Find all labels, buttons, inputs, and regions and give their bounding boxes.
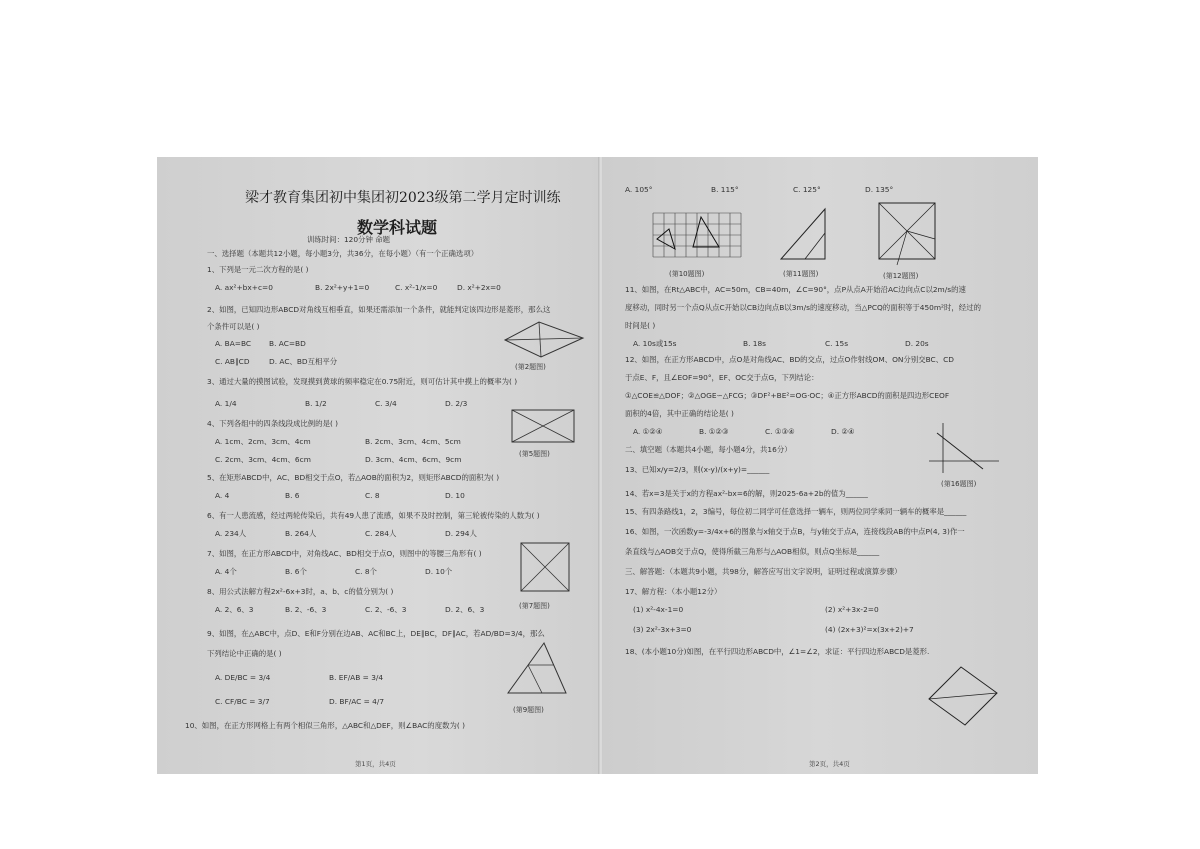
question-12-cont: ①△COE≌△DOF；②△OGE∽△FCG；③DF²+BE²=OG·OC；④正方形ABCD的面积是四边形CEOF (625, 391, 950, 400)
option: C. 8 (365, 491, 380, 500)
question-1: 1、下列是一元二次方程的是( ) (207, 265, 309, 274)
option: A. ax²+bx+c=0 (215, 283, 273, 292)
option: A. 10s或15s (633, 339, 677, 348)
line-graph-figure-q16 (923, 419, 1003, 477)
option: A. ①②④ (633, 427, 663, 436)
option: A. 234人 (215, 529, 247, 538)
square-figure-q7 (517, 539, 577, 597)
question-3: 3、通过大量的摸图试验，发现摸到黄球的频率稳定在0.75附近，则可估计其中摸上的概率为( ) (207, 377, 518, 386)
section-heading: 一、选择题（本题共12小题，每小题3分，共36分，在每小题）（有一个正确选项） (207, 249, 479, 258)
option: D. x²+2x=0 (457, 283, 501, 292)
option: C. 3/4 (375, 399, 397, 408)
option: D. 294人 (445, 529, 477, 538)
option: B. 2、-6、3 (285, 605, 327, 614)
right-triangle-figure-q11 (773, 203, 843, 265)
option: A. 105° (625, 185, 653, 194)
option: B. 6个 (285, 567, 307, 576)
option: B. 1/2 (305, 399, 327, 408)
option: C. 2cm、3cm、4cm、6cm (215, 455, 311, 464)
sub-question: (3) 2x²-3x+3=0 (633, 625, 692, 634)
sub-question: (2) x²+3x-2=0 (825, 605, 879, 614)
option: D. 10个 (425, 567, 453, 576)
exam-subtitle: 数学科试题 (357, 218, 438, 237)
option: B. AC=BD (269, 339, 306, 348)
option: B. 2cm、3cm、4cm、5cm (365, 437, 461, 446)
option: C. AB∥CD (215, 357, 250, 366)
question-12-cont: 于点E、F，且∠EOF=90°，EF、OC交于点G，下列结论： (625, 373, 819, 382)
question-18: 18、(本小题10分)如图，在平行四边形ABCD中，∠1=∠2，求证：平行四边形ABCD是菱形. (625, 647, 930, 656)
figure-caption: (第11题图) (783, 270, 819, 278)
sub-question: (4) (2x+3)²=x(3x+2)+7 (825, 625, 914, 634)
question-16: 16、如图，一次函数y=-3/4x+6的图象与x轴交于点B，与y轴交于点A，连接线段AB的中点P(4, 3)作一 (625, 527, 965, 536)
figure-caption: (第2题图) (515, 363, 546, 371)
rectangle-figure-q5 (509, 407, 579, 447)
question-4: 4、下列各组中的四条线段成比例的是( ) (207, 419, 339, 428)
question-8: 8、用公式法解方程2x²-6x+3时，a、b、c的值分别为( ) (207, 587, 394, 596)
option: C. 8个 (355, 567, 377, 576)
section-heading: 二、填空题（本题共4小题，每小题4分，共16分） (625, 445, 792, 454)
question-5: 5、在矩形ABCD中，AC、BD相交于点O，若△AOB的面积为2，则矩形ABCD的面积为( ) (207, 473, 500, 482)
question-12: 12、如图，在正方形ABCD中，点O是对角线AC、BD的交点，过点O作射线OM、ON分别交BC、CD (625, 355, 954, 364)
option: B. 6 (285, 491, 300, 500)
option: A. BA=BC (215, 339, 252, 348)
question-16-cont: 条直线与△AOB交于点Q，使得所截三角形与△AOB相似，则点Q坐标是______ (625, 547, 880, 556)
option: C. x²-1/x=0 (395, 283, 438, 292)
option: C. 284人 (365, 529, 397, 538)
section-heading: 三、解答题：（本题共9小题，共98分，解答应写出文字说明，证明过程或演算步骤） (625, 567, 902, 576)
figure-caption: (第5题图) (519, 450, 550, 458)
page-footer: 第2页，共4页 (809, 760, 850, 768)
rhombus-figure-q2 (499, 317, 589, 367)
time-line: 训练时间：120分钟 命题 (307, 235, 390, 244)
question-15: 15、有四条路线1，2，3编号，每位初二同学可任意选择一辆车，则两位同学乘同一辆车的概率是______ (625, 507, 967, 516)
option: C. CF/BC = 3/7 (215, 697, 270, 706)
question-2: 2、如图，已知四边形ABCD对角线互相垂直，如果还需添加一个条件，就能判定该四边形是菱形，那么这 (207, 305, 551, 314)
option: D. AC、BD互相平分 (269, 357, 338, 366)
figure-caption: (第10题图) (669, 270, 705, 278)
option: C. ①③④ (765, 427, 795, 436)
right-page (603, 157, 1038, 774)
question-10: 10、如图，在正方形网格上有两个相似三角形，△ABC和△DEF，则∠BAC的度数为( ) (185, 721, 465, 730)
question-9: 9、如图，在△ABC中，点D、E和F分别在边AB、AC和BC上，DE∥BC，DF∥AC，若AD/BD=3/4，那么 (207, 629, 545, 638)
question-14: 14、若x=3是关于x的方程ax²-bx=6的解，则2025-6a+2b的值为______ (625, 489, 868, 498)
option: D. 20s (905, 339, 929, 348)
option: D. 135° (865, 185, 894, 194)
option: D. 10 (445, 491, 465, 500)
question-6: 6、有一人患流感，经过两轮传染后，共有49人患了流感，如果不及时控制，第三轮被传染的人数为( ) (207, 511, 540, 520)
left-page (157, 157, 599, 774)
question-11-cont: 时间是( ) (625, 321, 656, 330)
option: C. 2、-6、3 (365, 605, 407, 614)
option: D. 3cm、4cm、6cm、9cm (365, 455, 462, 464)
triangle-figure-q9 (502, 639, 577, 701)
option: C. 15s (825, 339, 849, 348)
figure-caption: (第12题图) (883, 272, 919, 280)
grid-figure-q10 (649, 209, 744, 261)
parallelogram-figure-q18 (923, 663, 1003, 731)
option: D. 2/3 (445, 399, 468, 408)
option: B. 115° (711, 185, 739, 194)
figure-caption: (第16题图) (941, 480, 977, 488)
option: D. 2、6、3 (445, 605, 485, 614)
option: A. 4个 (215, 567, 237, 576)
option: B. ①②③ (699, 427, 729, 436)
option: A. 1/4 (215, 399, 237, 408)
question-12-cont: 面积的4倍，其中正确的结论是( ) (625, 409, 734, 418)
option: D. BF/AC = 4/7 (329, 697, 385, 706)
option: A. 1cm、2cm、3cm、4cm (215, 437, 311, 446)
question-7: 7、如图，在正方形ABCD中，对角线AC、BD相交于点O，则图中的等腰三角形有( ) (207, 549, 482, 558)
question-11-cont: 度移动，同时另一个点Q从点C开始以CB边向点B以3m/s的速度移动，当△PCQ的面积等于450m²时，经过的 (625, 303, 981, 312)
question-17: 17、解方程：（本小题12分） (625, 587, 722, 596)
option: B. EF/AB = 3/4 (329, 673, 384, 682)
question-2-cont: 个条件可以是( ) (207, 322, 260, 331)
square-figure-q12 (873, 197, 943, 269)
option: D. ②④ (831, 427, 855, 436)
option: B. 264人 (285, 529, 317, 538)
figure-caption: (第9题图) (513, 706, 544, 714)
scanned-exam-photo (157, 157, 1038, 774)
option: A. 4 (215, 491, 230, 500)
question-13: 13、已知x/y=2/3，则(x-y)/(x+y)=______ (625, 465, 770, 474)
exam-title: 梁才教育集团初中集团初2023级第二学月定时训练 (245, 190, 561, 206)
option: A. DE/BC = 3/4 (215, 673, 271, 682)
figure-caption: (第7题图) (519, 602, 550, 610)
option: B. 18s (743, 339, 767, 348)
page-footer: 第1页，共4页 (355, 760, 396, 768)
option: C. 125° (793, 185, 821, 194)
option: A. 2、6、3 (215, 605, 254, 614)
sub-question: (1) x²-4x-1=0 (633, 605, 684, 614)
question-9-cont: 下列结论中正确的是( ) (207, 649, 282, 658)
question-11: 11、如图，在Rt△ABC中，AC=50m，CB=40m，∠C=90°，点P从点A开始沿AC边向点C以2m/s的速 (625, 285, 966, 294)
option: B. 2x²+y+1=0 (315, 283, 370, 292)
